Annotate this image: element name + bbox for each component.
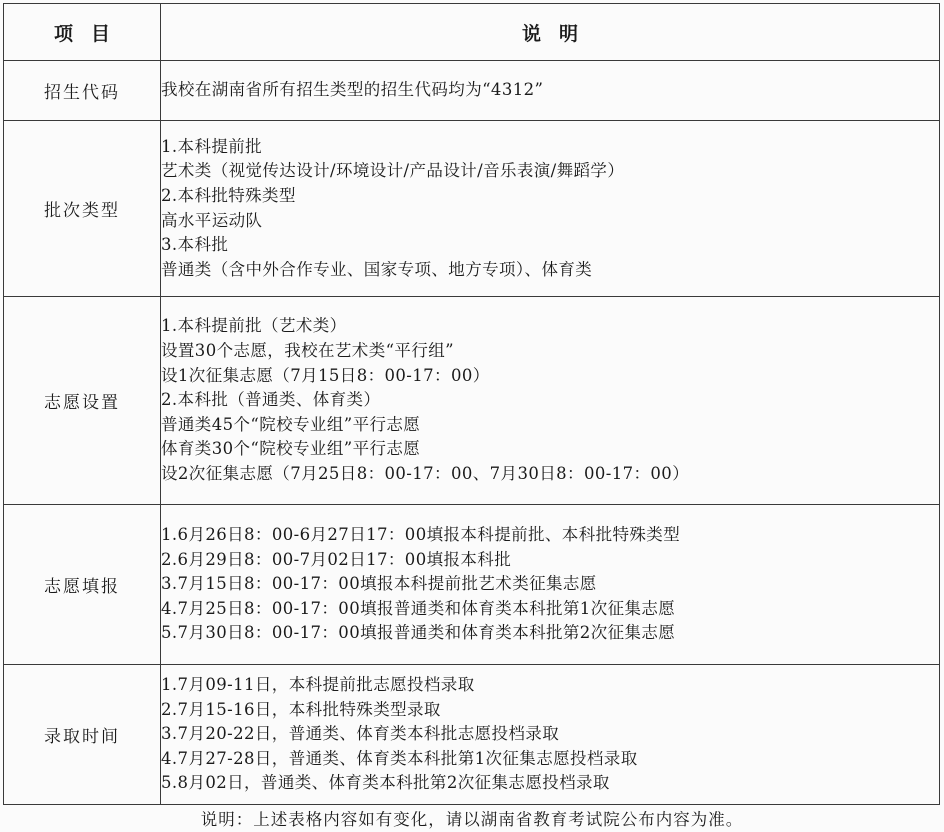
table-header-row <box>4 4 940 61</box>
row-preference-settings <box>4 297 940 505</box>
content-line: 2.7月15-16日，本科批特殊类型录取 <box>161 699 441 719</box>
content-line: 高水平运动队 <box>161 210 263 230</box>
row-label: 招生代码 <box>4 61 161 121</box>
content-line: 设2次征集志愿（7月25日8：00-17：00、7月30日8：00-17：00） <box>161 463 690 483</box>
content-line: 普通类（含中外合作专业、国家专项、地方专项）、体育类 <box>161 259 593 279</box>
row-content <box>161 297 940 505</box>
row-content <box>161 121 940 297</box>
content-line: 4.7月25日8：00-17：00填报普通类和体育类本科批第1次征集志愿 <box>161 598 676 618</box>
content-line: 我校在湖南省所有招生类型的招生代码均为“4312” <box>161 80 544 100</box>
row-content <box>161 665 940 805</box>
content-line: 艺术类（视觉传达设计/环境设计/产品设计/音乐表演/舞蹈学） <box>161 161 625 181</box>
content-line: 5.8月02日，普通类、体育类本科批第2次征集志愿投档录取 <box>161 773 610 793</box>
row-label: 批次类型 <box>4 121 161 297</box>
row-admission-code <box>4 61 940 121</box>
footnote: 说明：上述表格内容如有变化，请以湖南省教育考试院公布内容为准。 <box>200 810 744 829</box>
row-preference-filling <box>4 505 940 665</box>
content-line: 1.6月26日8：00-6月27日17：00填报本科提前批、本科批特殊类型 <box>161 525 681 545</box>
content-line: 普通类45个“院校专业组”平行志愿 <box>161 414 421 434</box>
content-line: 5.7月30日8：00-17：00填报普通类和体育类本科批第2次征集志愿 <box>161 623 676 643</box>
row-label: 志愿设置 <box>4 297 161 505</box>
content-line: 2.本科批特殊类型 <box>161 185 296 205</box>
row-admission-time <box>4 665 940 805</box>
content-line: 体育类30个“院校专业组”平行志愿 <box>161 439 421 459</box>
row-content <box>161 61 940 121</box>
content-line: 设置30个志愿，我校在艺术类“平行组” <box>161 341 454 361</box>
row-label: 志愿填报 <box>4 505 161 665</box>
content-line: 3.7月15日8：00-17：00填报本科提前批艺术类征集志愿 <box>161 574 597 594</box>
content-line: 1.本科提前批 <box>161 136 263 156</box>
row-content <box>161 505 940 665</box>
header-item: 项目 <box>4 4 161 61</box>
row-batch-type <box>4 121 940 297</box>
header-description: 说明 <box>161 4 940 61</box>
content-line: 2.本科批（普通类、体育类） <box>161 390 381 410</box>
admission-info-table <box>3 3 940 805</box>
content-line: 设1次征集志愿（7月15日8：00-17：00） <box>161 365 490 385</box>
content-line: 1.7月09-11日，本科提前批志愿投档录取 <box>161 675 475 695</box>
content-line: 3.本科批 <box>161 235 229 255</box>
row-label: 录取时间 <box>4 665 161 805</box>
content-line: 1.本科提前批（艺术类） <box>161 316 347 336</box>
content-line: 3.7月20-22日，普通类、体育类本科批志愿投档录取 <box>161 724 560 744</box>
content-line: 4.7月27-28日，普通类、体育类本科批第1次征集志愿投档录取 <box>161 748 638 768</box>
content-line: 2.6月29日8：00-7月02日17：00填报本科批 <box>161 549 512 569</box>
